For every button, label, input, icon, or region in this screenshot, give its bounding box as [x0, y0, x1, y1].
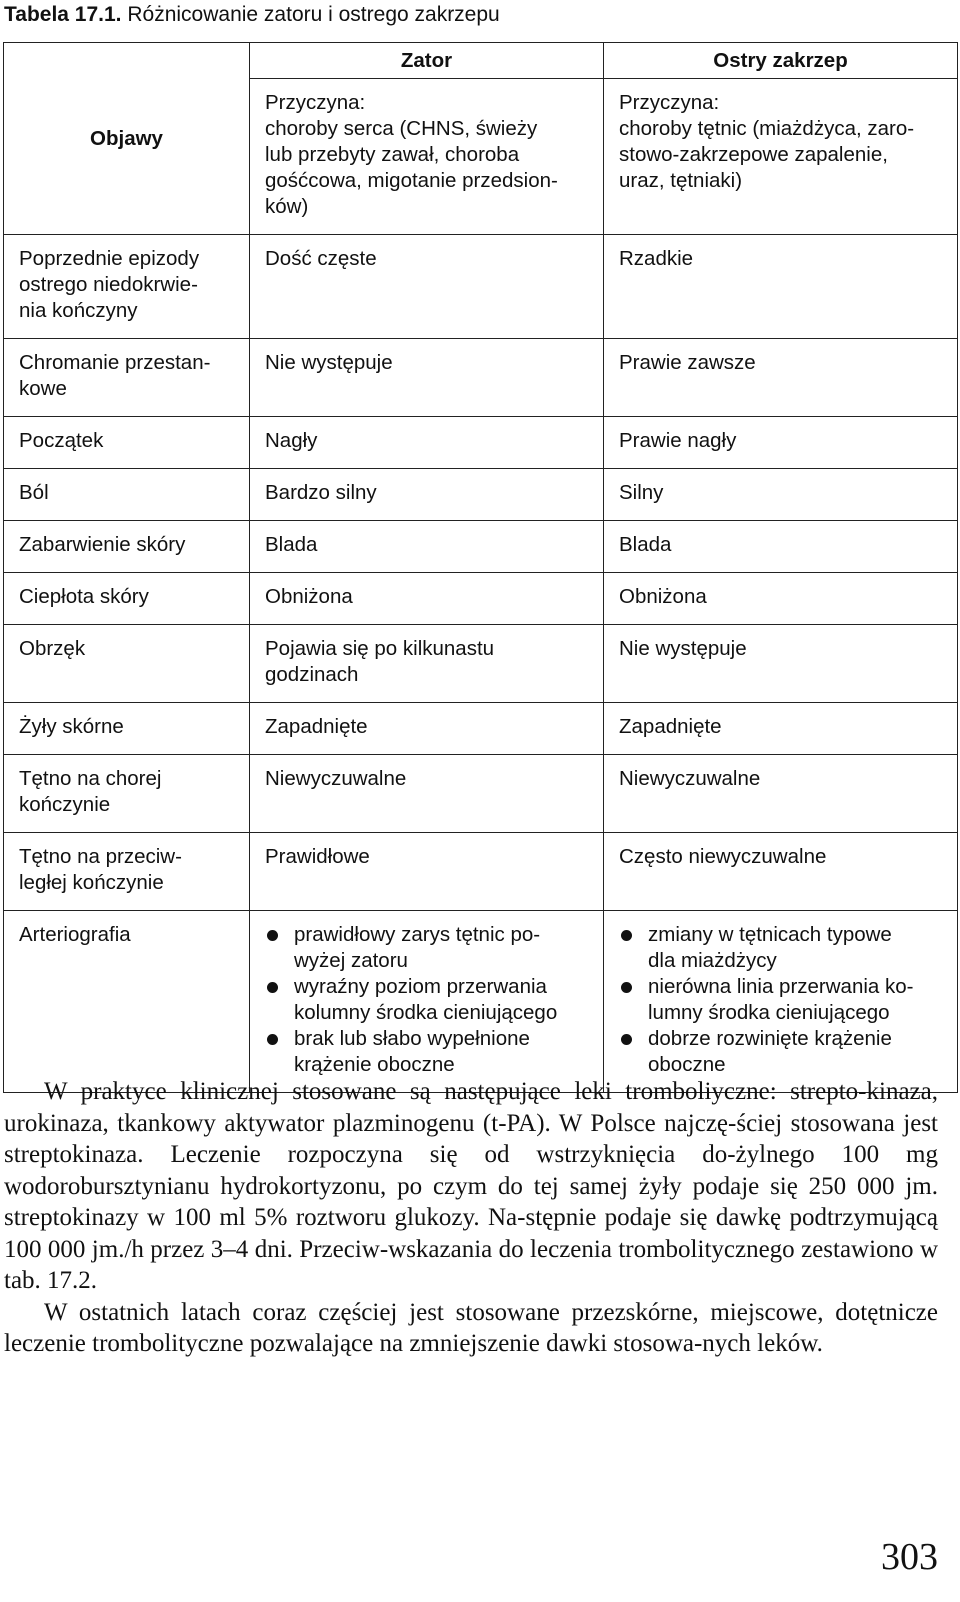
bullet-item: wyraźny poziom przerwania kolumny środka cieniującego	[265, 974, 588, 1026]
symptom-cell: Poprzednie epizody ostrego niedokrwie- nia kończyny	[4, 235, 250, 339]
arterio-zakrzep-cell	[604, 911, 958, 1093]
table-row	[4, 755, 958, 833]
zator-cell: Nagły	[250, 417, 604, 469]
differential-table	[3, 42, 958, 1093]
arterio-zakrzep-list	[619, 922, 942, 1078]
symptom-cell: Początek	[4, 417, 250, 469]
symptom-cell: Ból	[4, 469, 250, 521]
zakrzep-cell: Obniżona	[604, 573, 958, 625]
zakrzep-cell: Silny	[604, 469, 958, 521]
table-caption	[4, 2, 500, 28]
zator-cell: Prawidłowe	[250, 833, 604, 911]
cause-ostry-zakrzep: Przyczyna: choroby tętnic (miażdżyca, zaro- stowo-zakrzepowe zapalenie, uraz, tętniaki)	[604, 79, 958, 235]
zakrzep-cell: Rzadkie	[604, 235, 958, 339]
table-row	[4, 573, 958, 625]
bullet-item: zmiany w tętnicach typowe dla miażdżycy	[619, 922, 942, 974]
header-row	[4, 43, 958, 79]
symptom-cell: Arteriografia	[4, 911, 250, 1093]
arterio-zator-cell	[250, 911, 604, 1093]
symptom-cell: Tętno na chorej kończynie	[4, 755, 250, 833]
arterio-zator-list	[265, 922, 588, 1078]
table-row	[4, 521, 958, 573]
zator-cell: Blada	[250, 521, 604, 573]
bullet-item: brak lub słabo wypełnione krążenie oboczne	[265, 1026, 588, 1078]
zator-cell: Bardzo silny	[250, 469, 604, 521]
header-ostry-zakrzep: Ostry zakrzep	[604, 43, 958, 79]
zator-cell: Zapadnięte	[250, 703, 604, 755]
zator-cell: Dość częste	[250, 235, 604, 339]
table-row-arteriografia	[4, 911, 958, 1093]
zator-cell: Niewyczuwalne	[250, 755, 604, 833]
symptom-cell: Tętno na przeciw- ległej kończynie	[4, 833, 250, 911]
table-row	[4, 235, 958, 339]
zakrzep-cell: Prawie zawsze	[604, 339, 958, 417]
zator-cell: Obniżona	[250, 573, 604, 625]
zakrzep-cell: Często niewyczuwalne	[604, 833, 958, 911]
differential-table-container	[3, 42, 957, 1093]
cause-zator: Przyczyna: choroby serca (CHNS, świeży lub przebyty zawał, choroba gośćcowa, migotanie przedsion- ków)	[250, 79, 604, 235]
zakrzep-cell: Nie występuje	[604, 625, 958, 703]
table-caption-label: Tabela 17.1.	[4, 3, 122, 26]
bullet-item: dobrze rozwinięte krążenie oboczne	[619, 1026, 942, 1078]
table-row	[4, 833, 958, 911]
zakrzep-cell: Blada	[604, 521, 958, 573]
zator-cell: Pojawia się po kilkunastu godzinach	[250, 625, 604, 703]
table-row	[4, 469, 958, 521]
paragraph-2: W ostatnich latach coraz częściej jest stosowane przezskórne, miejscowe, dotętnicze leczenie trombolityczne pozwalające na zmniejszenie dawki stosowa-nych leków.	[4, 1298, 938, 1357]
header-zator: Zator	[250, 43, 604, 79]
table-row	[4, 339, 958, 417]
table-caption-title: Różnicowanie zatoru i ostrego zakrzepu	[127, 3, 500, 26]
table-rows	[4, 235, 958, 911]
header-objawy: Objawy	[4, 43, 250, 235]
symptom-cell: Obrzęk	[4, 625, 250, 703]
zator-cell: Nie występuje	[250, 339, 604, 417]
table-row	[4, 417, 958, 469]
zakrzep-cell: Niewyczuwalne	[604, 755, 958, 833]
symptom-cell: Żyły skórne	[4, 703, 250, 755]
zakrzep-cell: Zapadnięte	[604, 703, 958, 755]
bullet-item: prawidłowy zarys tętnic po- wyżej zatoru	[265, 922, 588, 974]
symptom-cell: Ciepłota skóry	[4, 573, 250, 625]
table-row	[4, 703, 958, 755]
body-text	[4, 1076, 938, 1360]
table-row	[4, 625, 958, 703]
bullet-item: nierówna linia przerwania ko- lumny środka cieniującego	[619, 974, 942, 1026]
page-number: 303	[881, 1536, 938, 1578]
symptom-cell: Zabarwienie skóry	[4, 521, 250, 573]
symptom-cell: Chromanie przestan- kowe	[4, 339, 250, 417]
zakrzep-cell: Prawie nagły	[604, 417, 958, 469]
paragraph-1: W praktyce klinicznej stosowane są następujące leki tromboliyczne: strepto-kinaza, urokinaza, tkankowy aktywator plazminogenu (t-PA). W Polsce najczę-ściej stosowana jest streptokinaza. Leczenie rozpoczyna się od wstrzyknięcia do-żylnego 100 mg wodorobursztynianu hydrokortyzonu, po czym do tej samej żyły podaje się 250 000 jm. streptokinazy w 100 ml 5% roztworu glukozy. Na-stępnie podaje się dawkę podtrzymującą 100 000 jm./h przez 3–4 dni. Przeciw-wskazania do leczenia trombolitycznego zestawiono w tab. 17.2.	[4, 1078, 938, 1294]
